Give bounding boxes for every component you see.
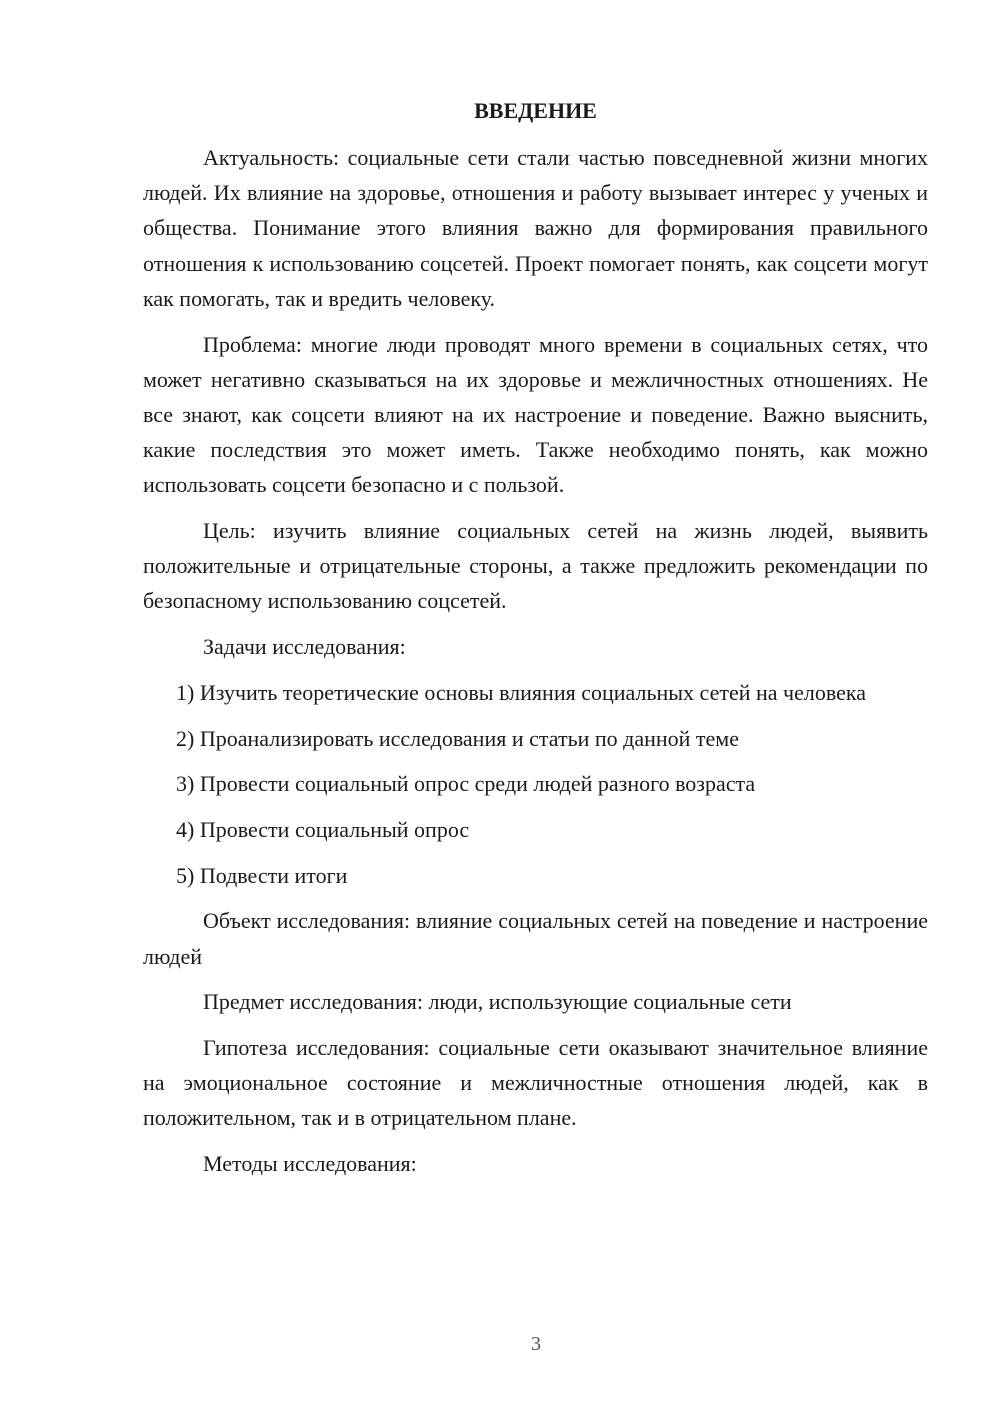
object-paragraph: Объект исследования: влияние социальных сетей на поведение и настроение людей xyxy=(143,908,928,969)
tasks-heading: Задачи исследования: xyxy=(203,634,406,660)
tasks-list xyxy=(143,675,928,893)
document-page xyxy=(143,96,928,1192)
task-item-1: 1) Изучить теоретические основы влияния социальных сетей на человека xyxy=(176,679,866,705)
task-item-4: 4) Провести социальный опрос xyxy=(176,816,470,842)
problem-paragraph: Проблема: многие люди проводят много времени в социальных сетях, что может негативно сказываться на их здоровье и межличностных отношениях. Не все знают, как соцсети влияют на их настроение и поведение. Важно выяснить, какие последствия это может иметь. Также необходимо понять, как можно использовать соцсети безопасно и с пользой. xyxy=(143,331,928,498)
methods-heading: Методы исследования: xyxy=(203,1151,417,1177)
page-number: 3 xyxy=(531,1333,541,1355)
task-item-5: 5) Подвести итоги xyxy=(176,862,348,888)
subject-paragraph: Предмет исследования: люди, использующие социальные сети xyxy=(203,989,792,1015)
section-title: ВВЕДЕНИЕ xyxy=(474,98,597,123)
relevance-paragraph: Актуальность: социальные сети стали частью повседневной жизни многих людей. Их влияние на здоровье, отношения и работу вызывает интерес у ученых и общества. Понимание этого влияния важно для формирования правильного отношения к использованию соцсетей. Проект помогает понять, как соцсети могут как помогать, так и вредить человеку. xyxy=(143,145,928,311)
task-item-2: 2) Проанализировать исследования и статьи по данной теме xyxy=(176,725,739,751)
goal-paragraph: Цель: изучить влияние социальных сетей на жизнь людей, выявить положительные и отрицательные стороны, а также предложить рекомендации по безопасному использованию соцсетей. xyxy=(143,518,928,614)
hypothesis-paragraph: Гипотеза исследования: социальные сети оказывают значительное влияние на эмоциональное состояние и межличностные отношения людей, как в положительном, так и в отрицательном плане. xyxy=(143,1034,928,1131)
task-item-3: 3) Провести социальный опрос среди людей разного возраста xyxy=(176,771,756,797)
